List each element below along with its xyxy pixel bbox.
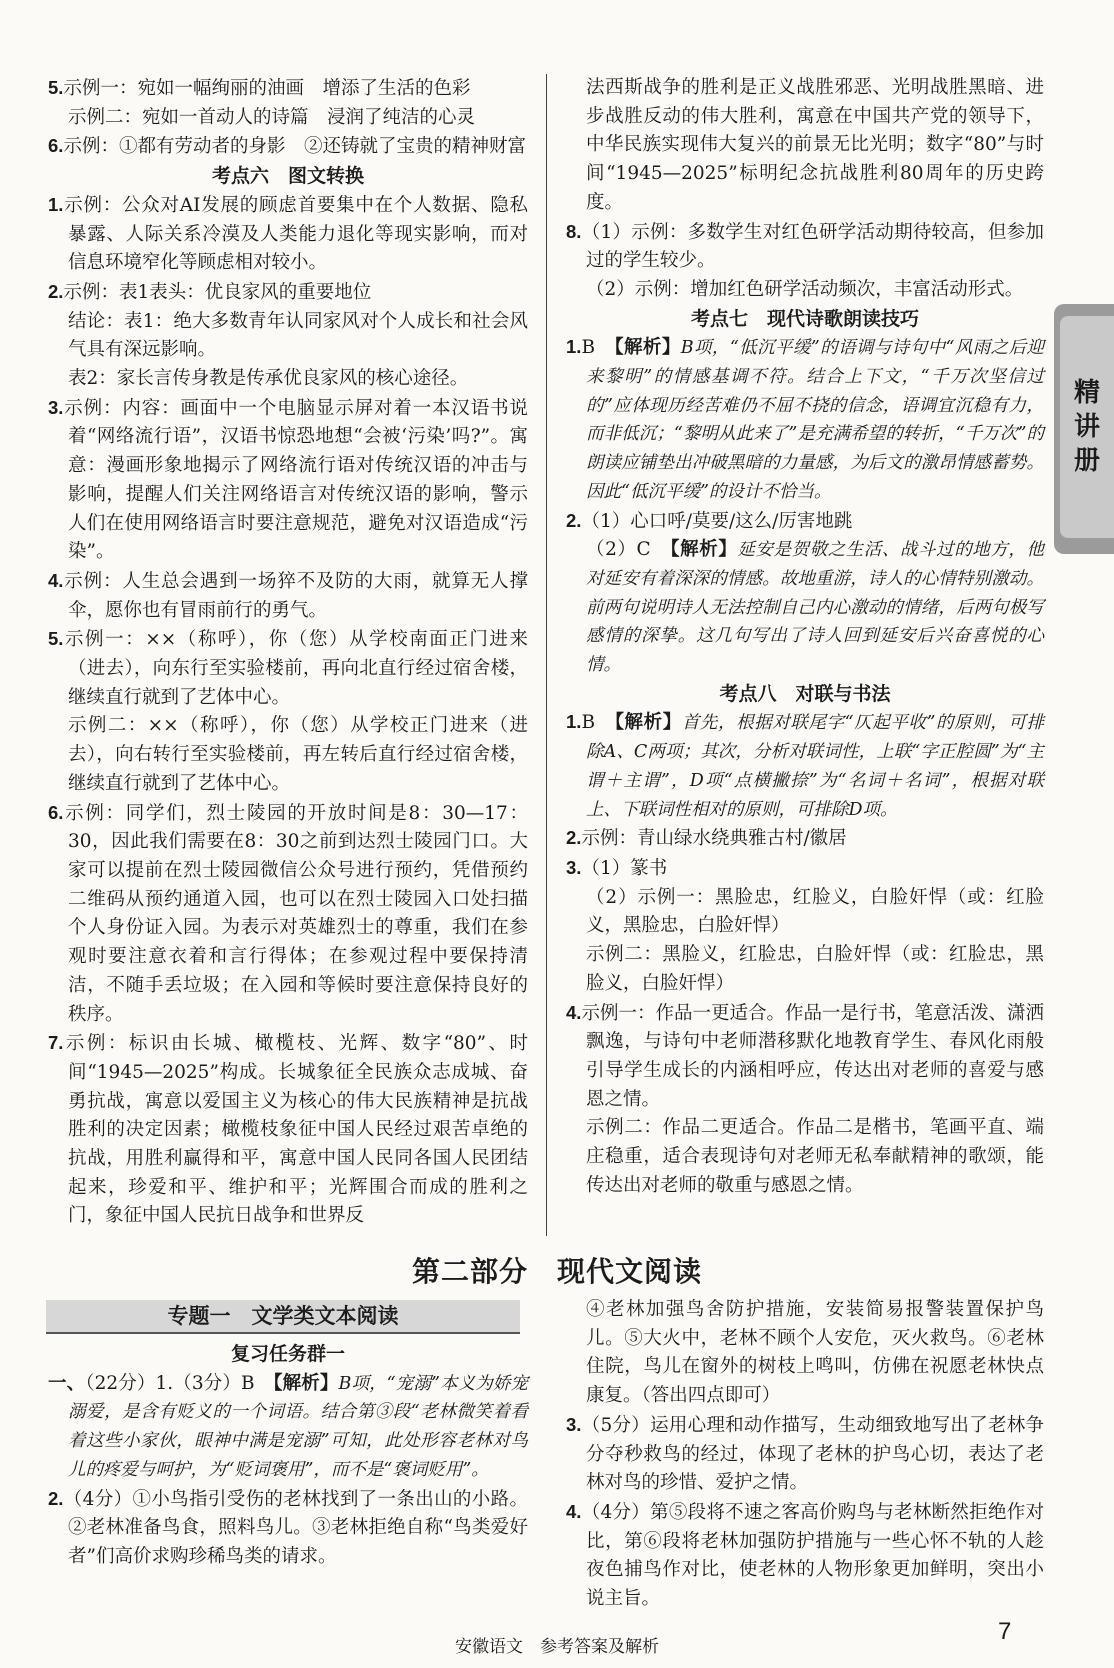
item-number: 8. [566, 220, 582, 242]
item-text: 示例：同学们，烈士陵园的开放时间是8：30—17：30，因此我们需要在8：30之前到达烈士陵园门口。大家可以提前在烈士陵园微信公众号进行预约，凭借预约二维码从预约通道入园，也可以在烈士陵园入口处扫描个人身份证入园。为表示对英雄烈士的尊重，我们在参观时要注意衣着和言行得体；在参观过程中要保持清洁，不随手丢垃圾；在入园和等候时要注意保持良好的秩序。 [63, 802, 528, 1025]
answer-item [566, 218, 1044, 276]
item-text: （4分）第⑤段将不速之客高价购鸟与老林断然拒绝作对比，第⑥段将老林加强防护措施与一些心怀不轨的人趁夜色捕鸟作对比，使老林的人物形象更加鲜明，突出小说主旨。 [581, 1501, 1044, 1610]
answer-item [48, 625, 528, 712]
answer-item [566, 824, 1044, 854]
item-text: 示例：人生总会遇到一场猝不及防的大雨，就算无人撑伞，愿你也有冒雨前行的勇气。 [63, 570, 528, 621]
answer-item [48, 1369, 528, 1485]
answer-item [48, 394, 528, 567]
item-number: 5. [48, 628, 64, 650]
analysis-text: 首先，根据对联尾字“仄起平收”的原则，可排除A、C两项；其次，分析对联词性，上联“字正腔圆”为“主谓＋主谓”，D项“点横撇捺”为“名词＋名词”，根据对联上、下联词性相对的原则，可排除D项。 [586, 713, 1044, 820]
item-answer: （22分）1.（3分）B [85, 1372, 274, 1394]
item-number: 一、 [48, 1371, 86, 1393]
answer-line: 示例二：宛如一首动人的诗篇 浸润了纯洁的心灵 [68, 106, 476, 128]
right-column [566, 74, 1044, 1200]
item-number: 2. [566, 827, 582, 849]
answer-item [566, 333, 1044, 506]
answer-item [48, 567, 528, 625]
answer-line: 表2：家长言传身教是传承优良家风的核心途径。 [68, 368, 469, 390]
item-answer: B [581, 712, 615, 734]
page-number: 7 [998, 1618, 1012, 1645]
section-heading: 考点六 图文转换 [211, 165, 364, 188]
item-number: 5. [48, 77, 64, 98]
topic-title: 专题一 文学类文本阅读 [46, 1300, 520, 1334]
analysis-label: 【解析】 [614, 712, 682, 734]
analysis-label: 【解析】 [273, 1372, 339, 1394]
item-text: （1）心口呼/莫要/这么/厉害地跳 [581, 510, 853, 532]
item-number: 4. [48, 569, 64, 591]
analysis-text: B项，“宠溺”本义为娇宠溺爱，是含有贬义的一个词语。结合第③段“老林微笑着看着这些小家伙，眼神中满是宠溺”可知，此处形容老林对鸟儿的疼爱与呵护，为“贬词褒用”，而不是“褒词贬用”。 [68, 1373, 528, 1480]
analysis-label: 【解析】 [670, 539, 738, 561]
side-tab-label [1060, 316, 1114, 538]
left-column [48, 74, 528, 1231]
item-number: 1. [48, 193, 64, 215]
item-number: 3. [566, 1413, 582, 1435]
side-tab-char: 讲 [1073, 412, 1100, 442]
item-text: 示例一：作品一更适合。作品一是行书，笔意活泼、潇洒飘逸，与诗句中老师潜移默化地教育学生、春风化雨般引导学生成长的内涵相呼应，传达出对老师的喜爱与感恩之情。 [581, 1002, 1044, 1110]
answer-item [566, 1498, 1044, 1614]
answer-line [566, 536, 1044, 680]
answer-line: 示例二：××（称呼），你（您）从学校正门进来（进去），向右转行至实验楼前，再左转后直行经过宿舍楼，继续直行就到了艺体中心。 [68, 715, 528, 794]
item-number: 2. [48, 1487, 64, 1509]
answer-item [48, 1029, 528, 1231]
part-title: 第二部分 现代文阅读 [411, 1255, 702, 1288]
analysis-text: 延安是贺敬之生活、战斗过的地方，他对延安有着深深的情感。故地重游，诗人的心情特别激动。前两句说明诗人无法控制自己内心激动的情绪，后两句极写感情的深挚。这几句写出了诗人回到延安后兴奋喜悦的心情。 [586, 540, 1044, 676]
item-text: 示例：青山绿水绕典雅古村/徽居 [581, 828, 847, 850]
item-number: 1. [566, 711, 582, 733]
answer-line: （2）示例一：黑脸忠，红脸义，白脸奸悍（或：红脸义，黑脸忠，白脸奸悍） [586, 886, 1044, 937]
section-heading: 考点八 对联与书法 [719, 682, 891, 705]
item-number: 2. [48, 280, 64, 302]
answer-item [48, 191, 528, 278]
answer-item [566, 854, 1044, 884]
section-heading: 复习任务群一 [230, 1343, 345, 1365]
lower-left-column [48, 1340, 528, 1572]
lower-right-column [566, 1296, 1044, 1614]
side-tab-char: 精 [1073, 378, 1100, 408]
item-text: 示例：表1表头：优良家风的重要地位 [63, 281, 372, 303]
section-heading: 考点七 现代诗歌朗读技巧 [690, 307, 919, 330]
item-number: 3. [48, 396, 64, 418]
item-number: 4. [566, 1500, 582, 1522]
item-text: 示例：标识由长城、橄榄枝、光辉、数字“80”、时间“1945—2025”构成。长城象征全民族众志成城、奋勇抗战，寓意以爱国主义为核心的伟大民族精神是抗战胜利的决定因素；橄榄枝象征中国人民经过艰苦卓绝的抗战，用胜利赢得和平，寓意中国人民同各国人民团结起来，珍爱和平、维护和平；光辉围合而成的胜利之门，象征中国人民抗日战争和世界反 [63, 1033, 528, 1227]
answer-line: （2）示例：增加红色研学活动频次，丰富活动形式。 [586, 278, 1024, 300]
analysis-text: B项，“低沉平缓”的语调与诗句中“风雨之后迎来黎明”的情感基调不符。结合上下文，“千万次坚信过的”应体现历经苦难仍不屈不挠的信念，语调宜沉稳有力，而非低沉；“黎明从此来了”是充满希望的转折，“千万次”的朗读应铺垫出冲破黑暗的力量感，为后文的激昂情感蓄势。因此“低沉平缓”的设计不恰当。 [586, 338, 1044, 502]
item-number: 6. [48, 135, 64, 157]
answer-line: 结论：表1：绝大多数青年认同家风对个人成长和社会风气具有深远影响。 [68, 310, 528, 361]
answer-item [48, 799, 528, 1030]
answer-line: 示例二：黑脸义，红脸忠，白脸奸悍（或：红脸忠，黑脸义，白脸奸悍） [586, 944, 1044, 994]
item-number: 4. [566, 1001, 582, 1023]
answer-item [48, 278, 528, 308]
answer-item [566, 1411, 1044, 1498]
item-text: 示例：公众对AI发展的顾虑首要集中在个人数据、隐私暴露、人际关系冷漠及人类能力退化等现实影响，而对信息环境窄化等顾虑相对较小。 [63, 194, 528, 274]
item-text: （1）篆书 [581, 857, 668, 879]
answer-line: 示例二：作品二更适合。作品二是楷书，笔画平直、端庄稳重，适合表现诗句对老师无私奉献精神的歌颂，能传达出对老师的敬重与感恩之情。 [586, 1117, 1044, 1196]
item-number: 1. [566, 336, 582, 358]
continued-text: ④老林加强鸟舍防护措施，安装简易报警装置保护鸟儿。⑤大火中，老林不顾个人安危，灭火救鸟。⑥老林住院，鸟儿在窗外的树枝上鸣叫，仿佛在祝愿老林快点康复。（答出四点即可） [586, 1299, 1044, 1407]
item-text: 示例一：宛如一幅绚丽的油画 增添了生活的色彩 [63, 78, 471, 99]
analysis-label: 【解析】 [614, 337, 681, 359]
answer-item [566, 708, 1044, 824]
item-number: 3. [566, 856, 582, 878]
answer-item [48, 132, 528, 162]
item-text: （1）示例：多数学生对红色研学活动期待较高，但参加过的学生较少。 [581, 221, 1044, 272]
item-answer: B [581, 337, 615, 359]
footer-text: 安徽语文 参考答案及解析 [455, 1637, 659, 1657]
item-text: 示例：①都有劳动者的身影 ②还铸就了宝贵的精神财富 [63, 136, 526, 158]
answer-item [48, 74, 528, 104]
item-text: （5分）运用心理和动作描写，生动细致地写出了老林争分夺秒救鸟的经过，体现了老林的护鸟心切，表达了老林对鸟的珍惜、爱护之情。 [581, 1414, 1044, 1494]
item-text: （4分）①小鸟指引受伤的老林找到了一条出山的小路。②老林准备鸟食，照料鸟儿。③老林拒绝自称“鸟类爱好者”们高价求购珍稀鸟类的请求。 [63, 1488, 528, 1567]
item-text: 示例：内容：画面中一个电脑显示屏对着一本汉语书说着“网络流行语”，汉语书惊恐地想“会被‘污染’吗?”。寓意：漫画形象地揭示了网络流行语对传统汉语的冲击与影响，提醒人们关注网络语言对传统汉语的影响，警示人们在使用网络语言时要注意规范，避免对汉语造成“污染”。 [63, 397, 528, 563]
side-tab-char: 册 [1073, 446, 1100, 476]
item-number: 7. [48, 1032, 64, 1054]
item-text: 示例一：××（称呼），你（您）从学校南面正门进来（进去），向东行至实验楼前，再向北直行经过宿舍楼，继续直行就到了艺体中心。 [63, 629, 528, 708]
continued-text: 法西斯战争的胜利是正义战胜邪恶、光明战胜黑暗、进步战胜反动的伟大胜利，寓意在中国共产党的领导下，中华民族实现伟大复兴的前景无比光明；数字“80”与时间“1945—2025”标明纪念抗战胜利80周年的历史跨度。 [586, 77, 1044, 213]
answer-item [566, 507, 1044, 537]
item-answer: （2）C [586, 539, 671, 561]
answer-item [48, 1485, 528, 1572]
column-divider [546, 74, 547, 1236]
item-number: 2. [566, 509, 582, 531]
item-number: 6. [48, 801, 64, 823]
answer-item [566, 999, 1044, 1115]
